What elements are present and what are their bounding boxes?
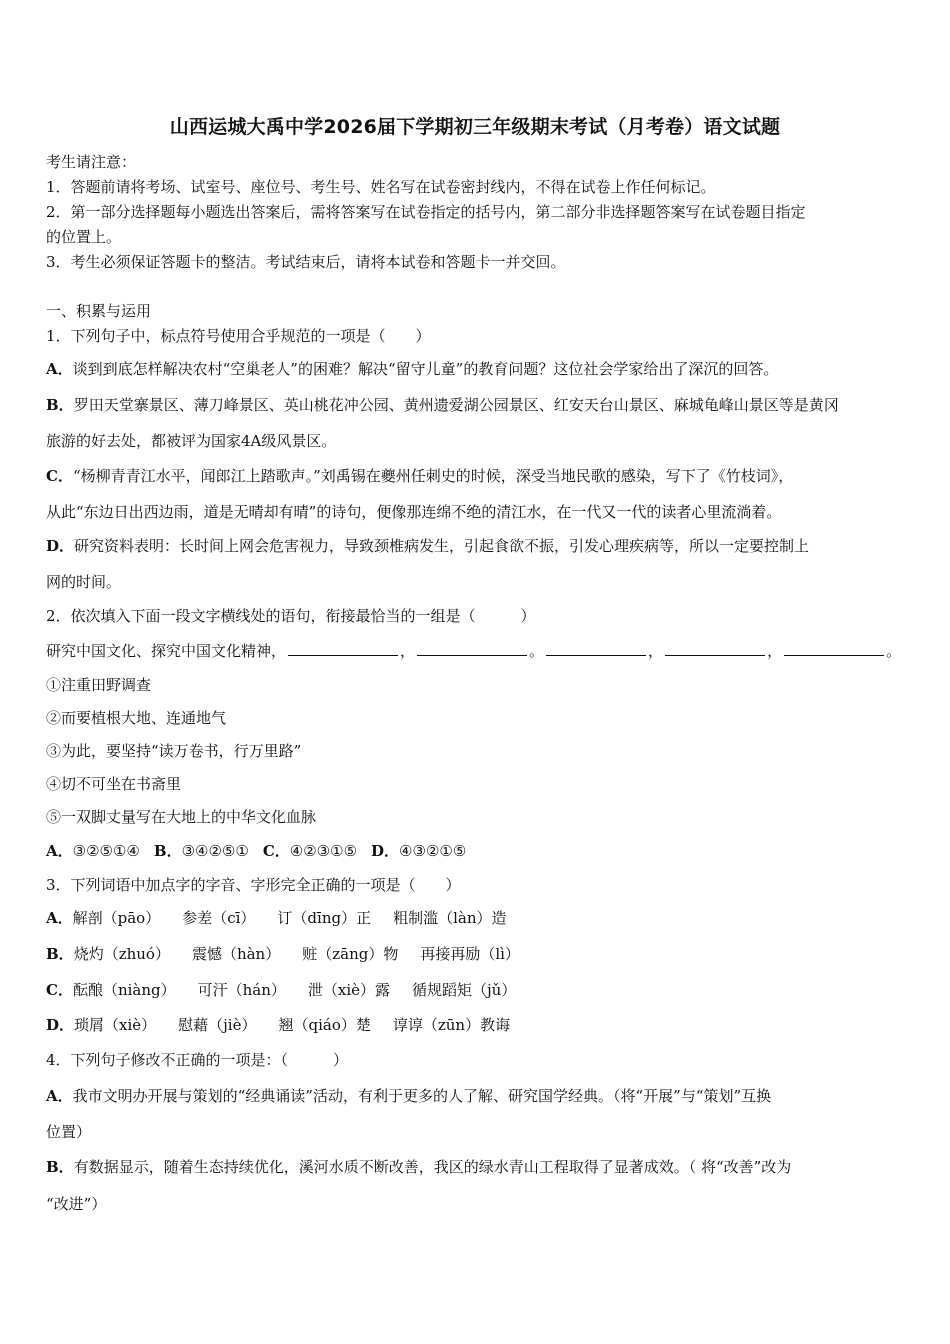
fill-blank[interactable] [417, 641, 527, 656]
option-label: C． [262, 842, 290, 860]
notice-heading: 考生请注意： [46, 153, 137, 171]
option-text: 我市文明办开展与策划的“经典诵读”活动，有利于更多的人了解、研究国学经典。（将“开展”与“策划”互换 [72, 1087, 772, 1105]
q2-passage [46, 640, 908, 662]
option-text: 罗田天堂寨景区、薄刀峰景区、英山桃花冲公园、黄州遗爱湖公园景区、红安天台山景区、麻城龟峰山景区等是黄冈 [73, 396, 839, 414]
fill-blank[interactable] [546, 641, 646, 656]
word-item: 慰藉（jiè） [178, 1016, 257, 1034]
word-item: 解剖（pāo） [72, 909, 161, 927]
option-label: C． [46, 467, 73, 485]
q4-option-a-cont: 位置） [46, 1123, 92, 1141]
section-heading: 一、积累与运用 [46, 302, 152, 320]
question-1-stem: 1．下列句子中，标点符号使用合乎规范的一项是（ ） [46, 327, 431, 345]
option-text: 谈到到底怎样解决农村“空巢老人”的困难？解决“留守儿童”的教育问题？这位社会学家给出了深沉的回答。 [72, 360, 779, 378]
punctuation: 。 [529, 642, 545, 660]
question-3-stem: 3．下列词语中加点字的字音、字形完全正确的一项是（ ） [46, 876, 461, 894]
option-label: D． [371, 842, 400, 860]
q2-sentence-5: ⑤一双脚丈量写在大地上的中华文化血脉 [46, 808, 317, 826]
option-label: C． [46, 981, 73, 999]
option-label: D． [46, 1016, 75, 1034]
word-item: 泄（xiè）露 [307, 981, 391, 999]
q2-sentence-3: ③为此，要坚持“读万卷书，行万里路” [46, 742, 302, 760]
option-text: “杨柳青青江水平，闻郎江上踏歌声。”刘禹锡在夔州任刺史的时候，深受当地民歌的感染，写下了《竹枝词》， [72, 467, 794, 485]
question-2-stem: 2．依次填入下面一段文字横线处的语句，衔接最恰当的一组是（ ） [46, 607, 536, 625]
option-label: D． [46, 537, 75, 555]
q3-option-c [46, 979, 908, 1001]
q3-option-d [46, 1014, 908, 1036]
passage-text: 研究中国文化、探究中国文化精神， [46, 642, 287, 660]
option-label: A． [46, 1087, 73, 1105]
q3-option-a [46, 907, 908, 929]
word-item: 谆谆（zūn）教诲 [392, 1016, 511, 1034]
notice-item-2-cont: 的位置上。 [46, 228, 122, 246]
fill-blank[interactable] [784, 641, 884, 656]
page-title: 山西运城大禹中学2026届下学期初三年级期末考试（月考卷）语文试题 [169, 116, 781, 138]
option-text: 研究资料表明：长时间上网会危害视力，导致颈椎病发生，引起食欲不振，引发心理疾病等，所以一定要控制上 [74, 537, 810, 555]
q4-option-b [46, 1156, 908, 1178]
q2-sentence-1: ①注重田野调查 [46, 676, 152, 694]
word-item: 订（dīng）正 [277, 909, 372, 927]
q2-sentence-4: ④切不可坐在书斋里 [46, 775, 182, 793]
notice-item-1: 1．答题前请将考场、试室号、座位号、考生号、姓名写在试卷密封线内，不得在试卷上作任何标记。 [46, 178, 716, 196]
notice-item-3: 3．考生必须保证答题卡的整洁。考试结束后，请将本试卷和答题卡一并交回。 [46, 253, 566, 271]
option-label: A． [46, 360, 73, 378]
word-item: 烧灼（zhuó） [73, 945, 170, 963]
q2-options [46, 840, 908, 862]
q4-option-b-cont: “改进”） [46, 1195, 107, 1213]
option-text: ③②⑤①④ [72, 842, 140, 860]
word-item: 再接再励（lì） [420, 945, 520, 963]
word-item: 赃（zāng）物 [302, 945, 399, 963]
word-item: 翘（qiáo）楚 [278, 1016, 371, 1034]
q1-option-a [46, 358, 908, 380]
word-item: 可汗（hán） [197, 981, 286, 999]
q1-option-c-cont: 从此“东边日出西边雨，道是无晴却有晴”的诗句，便像那连绵不绝的清江水，在一代又一代的读者心里流淌着。 [46, 503, 782, 521]
q4-option-a [46, 1085, 908, 1107]
punctuation: ， [767, 642, 783, 660]
q2-sentence-2: ②而要植根大地、连通地气 [46, 709, 227, 727]
option-label: A． [46, 842, 73, 860]
question-4-stem: 4．下列句子修改不正确的一项是：（ ） [46, 1051, 349, 1069]
option-label: B． [46, 1158, 74, 1176]
option-text: ③④②⑤① [181, 842, 249, 860]
q1-option-d-cont: 网的时间。 [46, 573, 122, 591]
punctuation: ， [648, 642, 664, 660]
q1-option-c [46, 465, 908, 487]
punctuation: 。 [886, 642, 902, 660]
option-text: ④③②①⑤ [399, 842, 467, 860]
punctuation: ， [400, 642, 416, 660]
q3-option-b [46, 943, 908, 965]
option-text: ④②③①⑤ [289, 842, 358, 860]
q1-option-d [46, 535, 908, 557]
option-label: B． [153, 842, 182, 860]
word-item: 循规蹈矩（jǔ） [412, 981, 517, 999]
option-text: 有数据显示，随着生态持续优化，溪河水质不断改善，我区的绿水青山工程取得了显著成效。（ 将“改善”改为 [73, 1158, 792, 1176]
word-item: 琐屑（xiè） [74, 1016, 157, 1034]
word-item: 酝酿（niàng） [72, 981, 176, 999]
notice-item-2: 2．第一部分选择题每小题选出答案后，需将答案写在试卷指定的括号内，第二部分非选择题答案写在试卷题目指定 [46, 203, 806, 221]
option-label: A． [46, 909, 73, 927]
word-item: 震憾（hàn） [191, 945, 281, 963]
word-item: 参差（cī） [182, 909, 256, 927]
option-label: B． [46, 396, 74, 414]
fill-blank[interactable] [288, 641, 398, 656]
word-item: 粗制滥（làn）造 [393, 909, 507, 927]
q1-option-b [46, 394, 908, 416]
fill-blank[interactable] [665, 641, 765, 656]
option-label: B． [46, 945, 74, 963]
q1-option-b-cont: 旅游的好去处，都被评为国家4A级风景区。 [46, 432, 337, 450]
